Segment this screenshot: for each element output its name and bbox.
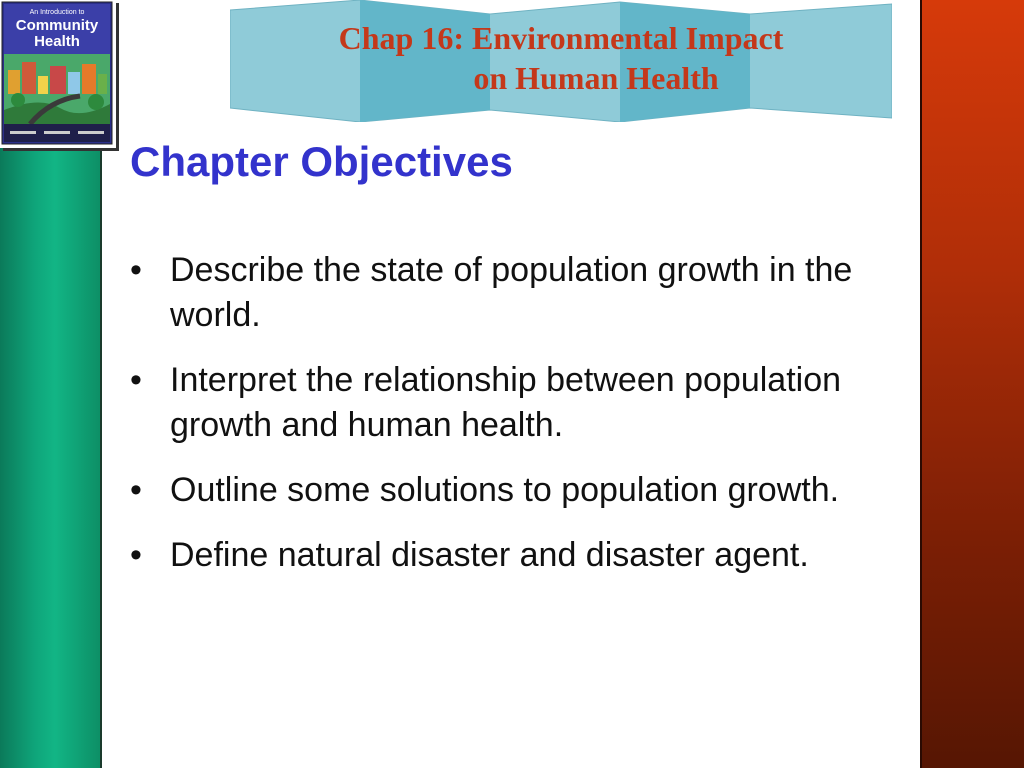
objective-text: Define natural disaster and disaster agent. (170, 536, 809, 574)
objective-item (130, 248, 890, 338)
bullet-icon: • (130, 536, 142, 574)
book-cover-line3: Health (34, 33, 80, 50)
banner-title (230, 18, 892, 98)
objective-text: Interpret the relationship between population growth and human health. (170, 361, 842, 444)
bullet-icon: • (130, 251, 142, 289)
objective-item (130, 468, 890, 513)
title-banner (230, 0, 892, 122)
book-cover-image (0, 0, 116, 148)
chapter-objectives-heading: Chapter Objectives (130, 138, 513, 185)
bullet-icon: • (130, 471, 142, 509)
objective-text: Outline some solutions to population growth. (170, 471, 840, 509)
book-cover-line2: Community (15, 17, 99, 34)
bullet-icon: • (130, 361, 142, 399)
objectives-list (130, 248, 890, 598)
objective-item (130, 358, 890, 448)
right-decorative-bar (920, 0, 1024, 768)
book-cover-line1: An Introduction to (29, 9, 85, 16)
objective-item (130, 533, 890, 578)
banner-title-line2: on Human Health (473, 60, 719, 96)
objective-text: Describe the state of population growth in the world. (170, 251, 853, 334)
banner-title-line1: Chap 16: Environmental Impact (338, 20, 784, 56)
